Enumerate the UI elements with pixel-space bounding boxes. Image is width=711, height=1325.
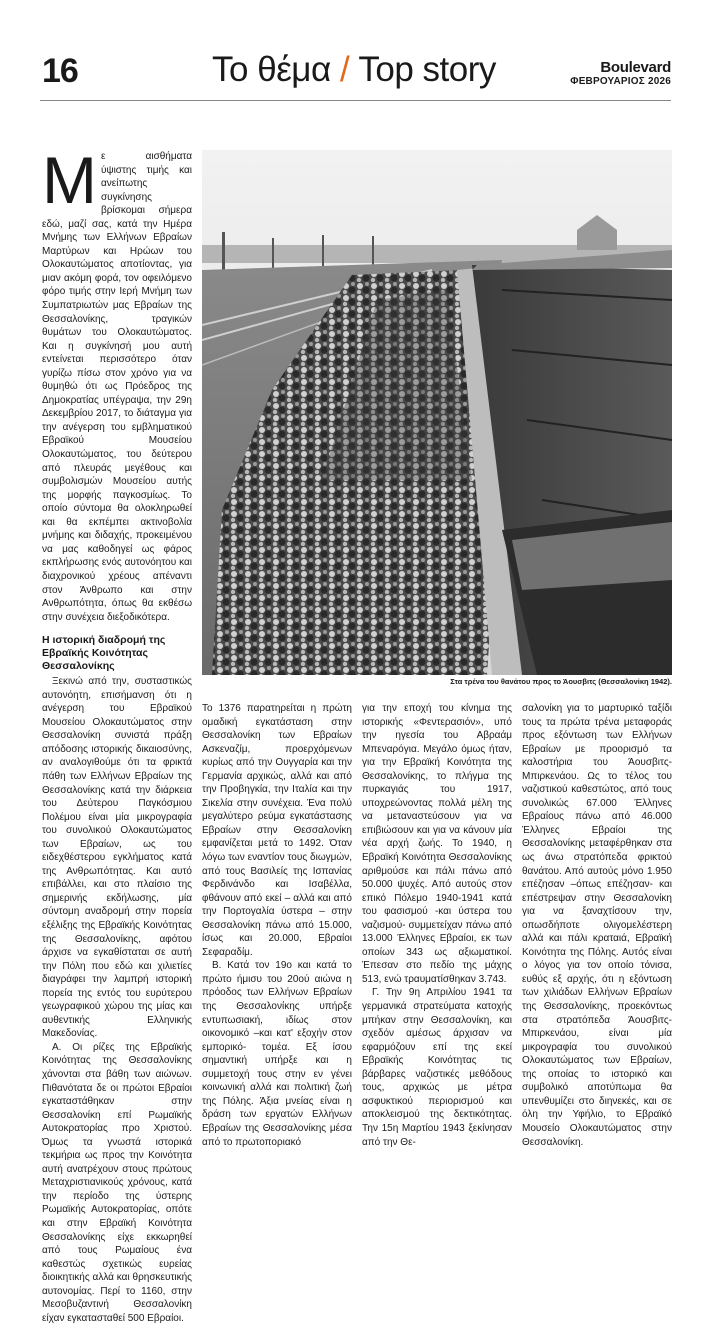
deportation-train-photo bbox=[202, 150, 672, 675]
section-title-greek: Το θέμα bbox=[212, 50, 331, 89]
section-title bbox=[212, 50, 496, 90]
paragraph: για την εποχή του κίνημα της ιστορικής «Φεντερασιόν», υπό την ηγεσία του Αβραάμ Μπεναρόγια. Μεγάλο όμως ήταν, για την Εβραϊκή Κοινότητα της Θεσσαλονίκης, το πλήγμα της πυρκαγιάς του 1917, υποχρεώνοντας πολλά μέλη της να μεταναστεύσουν για να επιβιώσουν και για να κάνουν μία νέα αρχή ζωής. Το 1940, η Εβραϊκή Κοινότητα Θεσσαλονίκης αριθμούσε και πάλι πάνω από 50.000 ψυχές. Από αυτούς στον επικό Πόλεμο 1940-1941 κατά του φασισμού -και ύστερα του ναζισμού- συμμετείχαν πάνω από 13.000 Έλληνες Εβραίοι, εκ των οποίων 343 ως αξιωματικοί. Έπεσαν στο πεδίο της μάχης 513, ενώ τραυματίσθηκαν 3.743. bbox=[362, 703, 512, 985]
paragraph: Το 1376 παρατηρείται η πρώτη ομαδική εγκατάσταση στην Θεσσαλονίκη των Εβραίων Ασκεναζίμ, προερχόμενων κυρίως από την Ουγγαρία και την Γερμανία αρχικώς, αλλά και από την Προβηγκία, την Ιταλία και την Σικελία στην συνέχεια. Ένα πολύ μεγαλύτερο ρεύμα εγκατάστασης Εβραίων στην Θεσσαλονίκη εμφανίζεται μετά το 1492. Όταν λόγω των εναντίον τους διωγμών, από τους Βασιλείς της Ισπανίας Φερδινάνδο και Ισαβέλλα, φθάνουν από εκεί – αλλά και από την Πορτογαλία ύστερα – στην Θεσσαλονίκη πάνω από 15.000, ίσως και 20.000, Εβραίοι Σεφαραδίμ. bbox=[202, 703, 352, 958]
title-separator: / bbox=[339, 50, 350, 89]
header-divider bbox=[40, 100, 671, 101]
drop-cap: Μ bbox=[42, 143, 97, 217]
intro-paragraph: ε αισθήματα ύψιστης τιμής και ανείπωτης συγκίνησης βρίσκομαι σήμερα εδώ, μαζί σας, κατά την Ημέρα Μνήμης των Ελλήνων Εβραίων Μαρτύρων και Ηρώων του Ολοκαυτώματος αποτίοντας, για μιαν ακόμη φορά, τον οφειλόμενο φόρο τιμής στην Ιερή Μνήμη των Συμπατριωτών μας Εβραίων της Θεσσαλονίκης, τραγικών θυμάτων του Ολοκαυτώματος. Και η συγκίνησή μου αυτή εντείνεται περισσότερο όταν γυρίζω πίσω στον χρόνο για να θυμηθώ ότι ως Πρόεδρος της Δημοκρατίας υπέγραψα, την 29η Δεκεμβρίου 2017, το διάταγμα για την ανέγερση του εμβληματικού Εβραϊκού Μουσείου Ολοκαυτώματος, του δεύτερου από πλευράς μεγέθους και συμβολισμών Μουσείου αυτής της μορφής παγκοσμίως. Το οποίο σύντομα θα ολοκληρωθεί και θα εκπέμπει ακτινοβολία μνήμης και διδαχής, προκειμένου να μας καθοδηγεί ως φάρος εκπλήρωσης ενός αυτονόητου και διαχρονικού χρέους απέναντι στον Άνθρωπο και στην Ανθρωπότητα, όπως θα εκθέσω στην συνέχεια διεξοδικότερα. bbox=[42, 151, 192, 623]
paragraph: Ξεκινώ από την, συσταστικώς αυτονόητη, επισήμανση ότι η ανέγερση του Εβραϊκού Μουσείου Ολοκαυτώματος στην Θεσσαλονίκη συνιστά πράξη απόδοσης ιστορικής δικαιοσύνης, αν αναλογιθούμε ότι τα φρικτά πάθη των Ελλήνων Εβραίων της Θεσσαλονίκης κατά την διάρκεια του Δεύτερου Παγκόσμιου Πολέμου είναι μία μικρογραφία του συνολικού Ολοκαυτώματος των Εβραίων, ως του ειδεχθέστερου εγκλήματος κατά της Ανθρωπότητας. Και αυτό επιβάλλει, και στο πλαίσιο της σημερινής εκδήλωσης, μία σύντομη αναδρομή στην πορεία εξέλιξης της Εβραϊκής Κοινότητας της Θεσσαλονίκης, αφότου άρχισε να εγκαθίσταται σε αυτή την Πόλη που εδώ και χιλιετίες διαγράφει την λαμπρή ιστορική πορεία της εντός του ευρύτερου γεωγραφικού χώρου της μίας και αυθεντικής Ελληνικής Μακεδονίας. bbox=[42, 676, 192, 1040]
article-column-2 bbox=[202, 702, 352, 1149]
article-column-1 bbox=[42, 143, 192, 1325]
article-photo bbox=[202, 150, 672, 675]
article-column-4 bbox=[522, 702, 672, 1149]
page-number: 16 bbox=[42, 52, 78, 90]
paragraph: Α. Οι ρίζες της Εβραϊκής Κοινότητας της Θεσσαλονίκης χάνονται στα βάθη των αιώνων. Πιθανότατα δε οι πρώτοι Εβραίοι εγκαταστάθηκαν στην Θεσσαλονίκη επί Ρωμαϊκής Αυτοκρατορίας προ Χριστού. Όμως τα γνωστά ιστορικά τεκμήρια ως προς την Κοινότητα αυτή ανατρέχουν στους πρώτους Μεταχριστιανικούς χρόνους, κατά την περίοδο της ύστερης Ρωμαϊκής Αυτοκρατορίας, οπότε και στην Εβραϊκή Κοινότητα Θεσσαλονίκης είχε εκκωρηθεί από τους Ρωμαίους ένα καθεστώς σχετικώς ευρείας διοικητικής αλλά και θρησκευτικής αυτονομίας. Περί το 1160, στην Μεσοβυζαντινή Θεσσαλονίκη είχαν εγκατασταθεί 500 Εβραίοι. bbox=[42, 1041, 192, 1324]
article-subheading: Η ιστορική διαδρομή της Εβραϊκής Κοινότητας Θεσσαλονίκης bbox=[42, 634, 166, 673]
photo-caption: Στα τρένα του θανάτου προς το Άουσβιτς (Θεσσαλονίκη 1942). bbox=[450, 677, 672, 686]
paragraph: σαλονίκη για το μαρτυρικό ταξίδι τους τα πρώτα τρένα μεταφοράς προς εξόντωση των Ελλήνων Εβραίων με προορισμό τα καλοστήρια του Άουσβιτς-Μπιρκενάου. Ως το τέλος του ναζιστικού καθεστώτος, από τους συνολικώς 67.000 Έλληνες Εβραίους πάνω από 46.000 Έλληνες Εβραίοι της Θεσσαλονίκης μεταφέρθηκαν στα ως άνω στρατόπεδα φρικτού θανάτου. Από αυτούς μόνο 1.950 επέζησαν –όπως επέζησαν- και επέστρεψαν στην Θεσσαλονίκη για να ξαναχτίσουν την, οπωσδήποτε ολιγομελέστερη αλλά και πάλι κραταιά, Εβραϊκή Κοινότητα της Πόλης. Αυτός είναι ο λόγος για τον οποίο τόνισα, ευθύς εξ αρχής, ότι η εξόντωση των χιλιάδων Ελλήνων Εβραίων της Θεσσαλονίκης, προεκόντως στα στρατόπεδα Άουσβιτς-Μπιρκενάου, είναι μία μικρογραφία του συνολικού Ολοκαυτώματος των Εβραίων, της οποίας το ιστορικό και συμβολικό αποτύπωμα θα υπενθυμίζει στο διηνεκές, και σε όλη την Υφήλιο, το Εβραϊκό Μουσείο Ολοκαυτώματος στην Θεσσαλονίκη. bbox=[522, 703, 672, 1148]
section-title-english: Top story bbox=[358, 50, 496, 89]
article-column-3 bbox=[362, 702, 512, 1149]
paragraph: Β. Κατά τον 19ο και κατά το πρώτο ήμισυ του 20ού αιώνα η πρόοδος των Ελλήνων Εβραίων της Θεσσαλονίκης υπήρξε εντυπωσιακή, ιδίως στον οικονομικό –και κατ' εξοχήν στον εμπορικό- τομέα. Εξ ίσου σημαντική υπήρξε και η συμμετοχή τους στην εν γένει κοινωνική αλλά και πολιτική ζωή της Πόλης. Άξια μνείας είναι η δράση των εργατών Ελλήνων Εβραίων της Θεσσαλονίκης μέσα από το πρωτοποριακό bbox=[202, 960, 352, 1148]
issue-date: ΦΕΒΡΟΥΑΡΙΟΣ 2026 bbox=[570, 76, 671, 87]
paragraph: Γ. Την 9η Απριλίου 1941 τα γερμανικά στρατεύματα κατοχής μπήκαν στην Θεσσαλονίκη, και σχεδόν αμέσως άρχισαν να εφαρμόζουν επί της εκεί Εβραϊκής Κοινότητας τις βάρβαρες ναζιστικές μεθόδους τους, αρχικώς με μέτρα ασφυκτικού περιορισμού και αποκλεισμού της δεκτικότητας. Την 15η Μαρτίου 1943 ξεκίνησαν από την Θε- bbox=[362, 987, 512, 1148]
brand-name: Boulevard bbox=[600, 59, 671, 76]
publication-brand bbox=[570, 60, 671, 88]
